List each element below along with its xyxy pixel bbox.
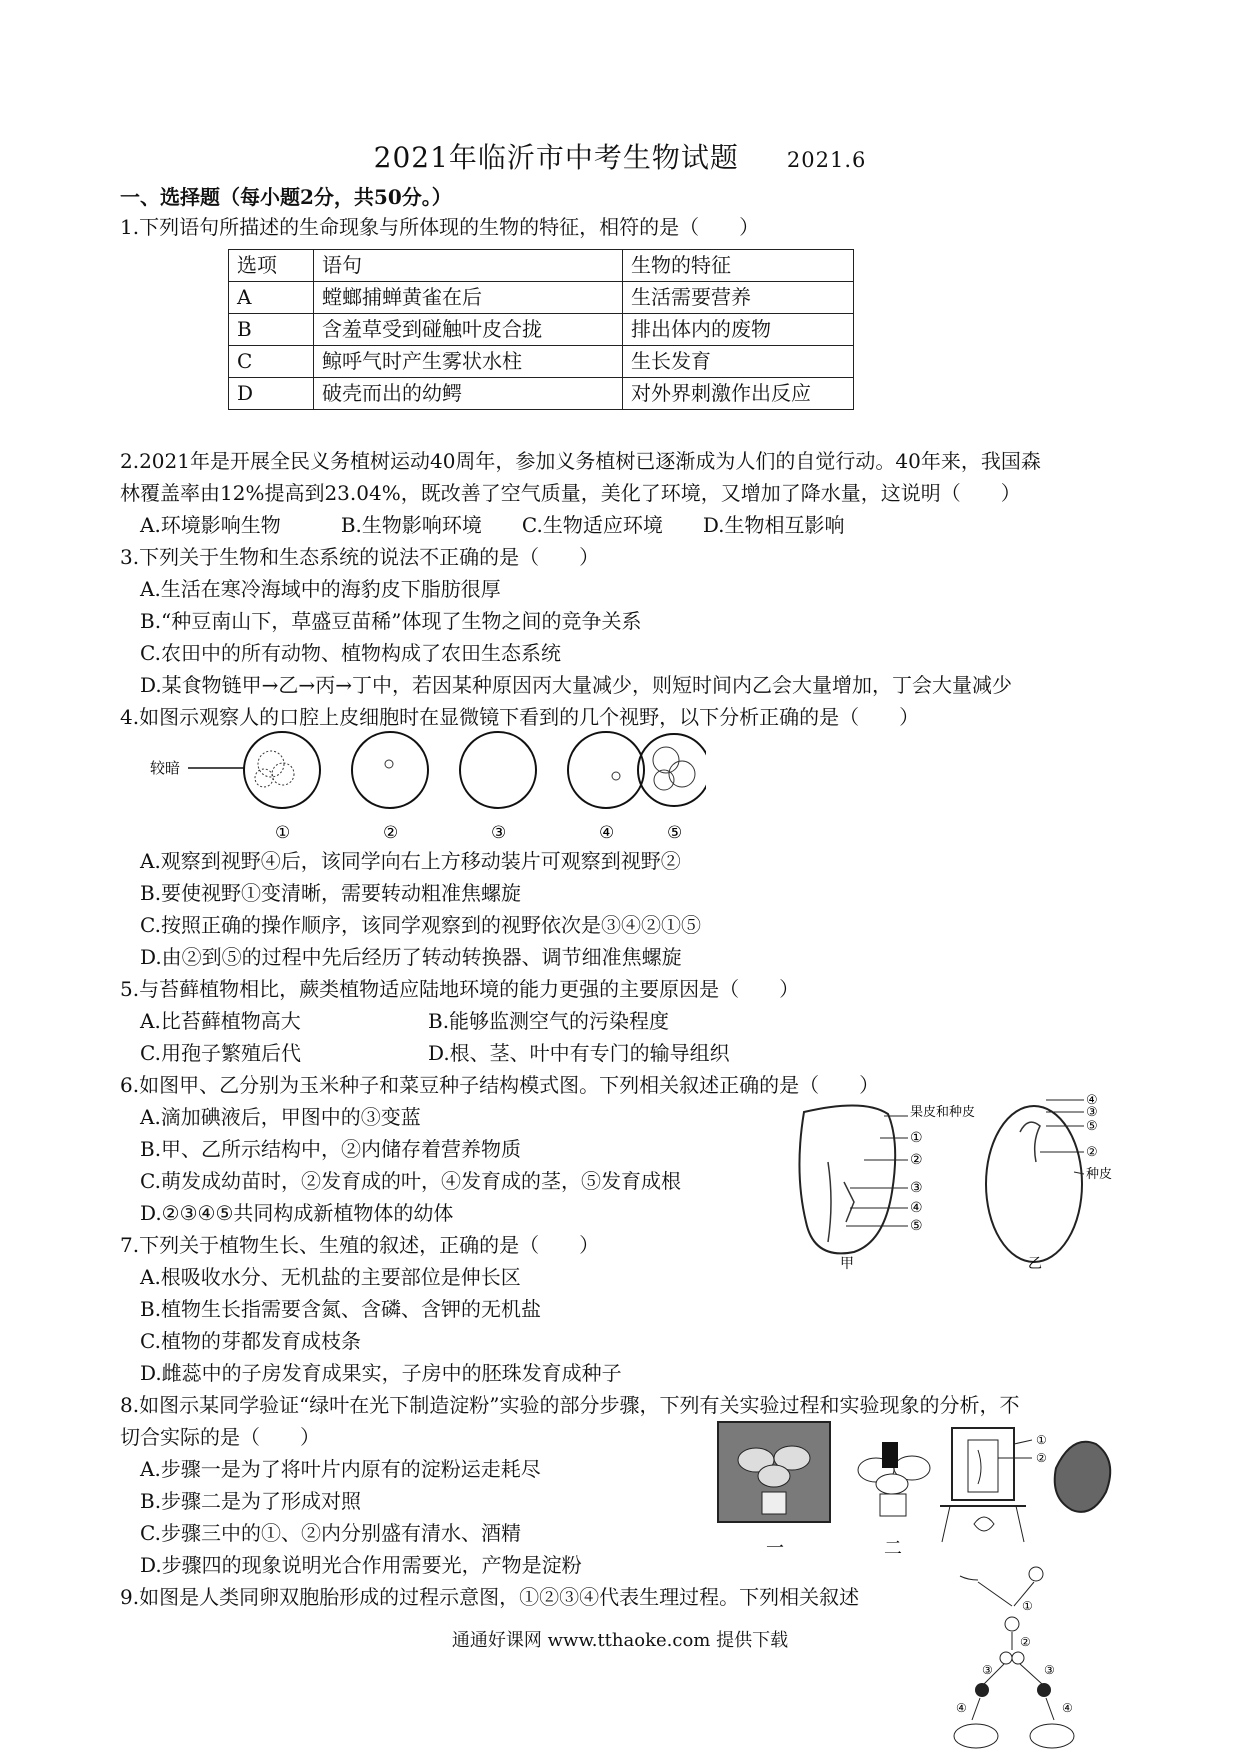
q1-stem: 1.下列语句所描述的生命现象与所体现的生物的特征，相符的是（ ） xyxy=(120,215,760,239)
cell-icon xyxy=(255,769,273,787)
seed-part-label: ③ xyxy=(910,1180,923,1196)
q5-option-a: A.比苔藓植物高大 xyxy=(140,1009,301,1033)
q8-option-d: D.步骤四的现象说明光合作用需要光，产物是淀粉 xyxy=(140,1553,582,1577)
q8-option-c: C.步骤三中的①、②内分别盛有清水、酒精 xyxy=(140,1521,521,1545)
table-cell: B xyxy=(229,314,314,346)
microscope-field-2 xyxy=(352,732,428,808)
cell-icon xyxy=(669,761,695,787)
step-label: 二 xyxy=(884,1538,902,1559)
q4-option-b: B.要使视野①变清晰，需要转动粗准焦螺旋 xyxy=(140,881,522,905)
table-header-cell: 选项 xyxy=(229,250,314,282)
q6-option-c: C.萌发成幼苗时，②发育成的叶，④发育成的茎，⑤发育成根 xyxy=(140,1169,681,1193)
microscope-field-5 xyxy=(638,734,706,806)
seed-part-label: ④ xyxy=(910,1200,923,1216)
q5-option-d: D.根、茎、叶中有专门的输导组织 xyxy=(428,1041,730,1065)
section-heading: 一、选择题（每小题2分，共50分。） xyxy=(120,185,452,209)
q4-option-a: A.观察到视野④后，该同学向右上方移动装片可观察到视野② xyxy=(140,849,681,873)
q1-table xyxy=(228,249,854,410)
q3-option-b: B.“种豆南山下，草盛豆苗稀”体现了生物之间的竞争关系 xyxy=(140,609,642,633)
cell-icon xyxy=(258,751,284,777)
arrow-line xyxy=(1020,1664,1042,1684)
page-footer: 通通好课网 www.tthaoke.com 提供下载 xyxy=(451,1630,789,1651)
figure-label-yi: 乙 xyxy=(1028,1256,1042,1272)
q3-option-c: C.农田中的所有动物、植物构成了农田生态系统 xyxy=(140,641,561,665)
seed-part-label: ④ xyxy=(1086,1093,1098,1108)
table-row xyxy=(229,346,854,378)
table-cell: 排出体内的废物 xyxy=(623,314,854,346)
cell-icon xyxy=(1000,1652,1012,1664)
q7-option-c: C.植物的芽都发育成枝条 xyxy=(140,1329,361,1353)
table-cell: C xyxy=(229,346,314,378)
figure-pointer-label: 较暗 xyxy=(150,759,181,777)
option-b: B.生物影响环境 xyxy=(340,513,482,537)
cell-icon xyxy=(385,760,393,768)
cell-icon xyxy=(653,747,679,773)
seed-part-label: ① xyxy=(910,1130,923,1146)
beaker-label: ① xyxy=(1036,1433,1047,1447)
leaf-icon xyxy=(1055,1442,1111,1512)
cell-icon xyxy=(272,763,294,785)
q8-option-b: B.步骤二是为了形成对照 xyxy=(140,1489,362,1513)
q5-stem: 5.与苔藓植物相比，蕨类植物适应陆地环境的能力更强的主要原因是（ ） xyxy=(120,977,800,1001)
process-label: ③ xyxy=(982,1663,993,1677)
table-header-cell: 语句 xyxy=(314,250,623,282)
microscope-fields-figure xyxy=(146,730,706,845)
embryo-icon xyxy=(975,1683,989,1697)
option-d: D.生物相互影响 xyxy=(702,513,845,537)
embryo-outline xyxy=(828,1162,831,1242)
process-label: ③ xyxy=(1044,1663,1055,1677)
plant-icon xyxy=(858,1442,930,1516)
table-cell: 生活需要营养 xyxy=(623,282,854,314)
table-cell: 螳螂捕蝉黄雀在后 xyxy=(314,282,623,314)
q8-option-a: A.步骤一是为了将叶片内原有的淀粉运走耗尽 xyxy=(140,1457,541,1481)
q9-stem: 9.如图是人类同卵双胞胎形成的过程示意图，①②③④代表生理过程。下列相关叙述 xyxy=(120,1585,860,1609)
seed-part-label: 种皮 xyxy=(1086,1167,1113,1182)
fetus-icon xyxy=(954,1724,998,1748)
bean-seed-outline xyxy=(986,1106,1082,1262)
water-bath-apparatus xyxy=(940,1428,1032,1542)
q6-option-b: B.甲、乙所示结构中，②内储存着营养物质 xyxy=(140,1137,522,1161)
q3-option-a: A.生活在寒冷海域中的海豹皮下脂肪很厚 xyxy=(140,577,501,601)
embryo-icon xyxy=(1037,1683,1051,1697)
page-title xyxy=(0,136,1240,176)
q7-option-d: D.雌蕊中的子房发育成果实，子房中的胚珠发育成种子 xyxy=(140,1361,622,1385)
seed-part-label: ② xyxy=(1086,1145,1098,1160)
option-c: C.生物适应环境 xyxy=(521,513,663,537)
q5-option-b: B.能够监测空气的污染程度 xyxy=(428,1009,670,1033)
table-cell: 破壳而出的幼鳄 xyxy=(314,378,623,410)
q8-stem-line2: 切合实际的是（ ） xyxy=(120,1425,320,1449)
q3-stem: 3.下列关于生物和生态系统的说法不正确的是（ ） xyxy=(120,545,600,569)
q5-option-c: C.用孢子繁殖后代 xyxy=(140,1041,301,1065)
field-label: ⑤ xyxy=(667,823,683,843)
cell-icon xyxy=(612,772,620,780)
arrow-line xyxy=(972,1698,980,1720)
q7-option-a: A.根吸收水分、无机盐的主要部位是伸长区 xyxy=(140,1265,521,1289)
field-label: ② xyxy=(383,823,399,843)
q6-option-d: D.②③④⑤共同构成新植物体的幼体 xyxy=(140,1201,454,1225)
option-a: A.环境影响生物 xyxy=(140,513,281,537)
table-cell: 含羞草受到碰触叶皮合拢 xyxy=(314,314,623,346)
q2-options xyxy=(140,510,845,540)
field-label: ④ xyxy=(599,823,615,843)
q4-option-c: C.按照正确的操作顺序，该同学观察到的视野依次是③④②①⑤ xyxy=(140,913,701,937)
arrow-line xyxy=(978,1582,1012,1606)
seed-structure-figure xyxy=(784,1092,1124,1272)
table-row xyxy=(229,282,854,314)
sperm-icon xyxy=(960,1576,978,1580)
q7-stem: 7.下列关于植物生长、生殖的叙述，正确的是（ ） xyxy=(120,1233,600,1257)
q3-option-d: D.某食物链甲→乙→丙→丁中，若因某种原因丙大量减少，则短时间内乙会大量增加，丁会大量减少 xyxy=(140,673,1012,697)
field-label: ③ xyxy=(491,823,507,843)
cover-paper xyxy=(882,1442,898,1468)
seed-part-label: ② xyxy=(910,1152,923,1168)
exam-date: 2021.6 xyxy=(786,148,867,172)
fetus-icon xyxy=(1030,1724,1074,1748)
q4-option-d: D.由②到⑤的过程中先后经历了转动转换器、调节细准焦螺旋 xyxy=(140,945,682,969)
figure-label-jia: 甲 xyxy=(840,1256,854,1272)
q6-option-a: A.滴加碘液后，甲图中的③变蓝 xyxy=(140,1105,421,1129)
embryo-outline xyxy=(1020,1122,1040,1162)
q7-option-b: B.植物生长指需要含氮、含磷、含钾的无机盐 xyxy=(140,1297,542,1321)
table-cell: 鲸呼气时产生雾状水柱 xyxy=(314,346,623,378)
microscope-field-3 xyxy=(460,732,536,808)
q4-stem: 4.如图示观察人的口腔上皮细胞时在显微镜下看到的几个视野，以下分析正确的是（ ） xyxy=(120,705,920,729)
seed-part-label: ⑤ xyxy=(1086,1119,1098,1134)
microscope-field-1 xyxy=(244,732,320,808)
table-header-cell: 生物的特征 xyxy=(623,250,854,282)
seed-part-label: 果皮和种皮 xyxy=(910,1105,976,1120)
table-cell: 对外界刺激作出反应 xyxy=(623,378,854,410)
cell-icon xyxy=(1012,1652,1024,1664)
process-label: ④ xyxy=(956,1701,967,1715)
table-cell: 生长发育 xyxy=(623,346,854,378)
process-label: ④ xyxy=(1062,1701,1073,1715)
exam-title: 2021年临沂市中考生物试题 xyxy=(373,141,739,174)
step-label: 一 xyxy=(766,1538,784,1559)
microscope-field-4 xyxy=(568,732,644,808)
table-cell: D xyxy=(229,378,314,410)
field-label: ① xyxy=(275,823,291,843)
q6-stem: 6.如图甲、乙分别为玉米种子和菜豆种子结构模式图。下列相关叙述正确的是（ ） xyxy=(120,1073,880,1097)
beaker-label: ② xyxy=(1036,1451,1047,1465)
table-cell: A xyxy=(229,282,314,314)
egg-icon xyxy=(1029,1567,1043,1581)
process-label: ② xyxy=(1020,1635,1031,1649)
q8-stem-line1: 8.如图示某同学验证“绿叶在光下制造淀粉”实验的部分步骤，下列有关实验过程和实验现象的分析，不 xyxy=(120,1393,1020,1417)
starch-experiment-figure xyxy=(716,1420,1126,1570)
q2-stem-line2: 林覆盖率由12%提高到23.04%，既改善了空气质量，美化了环境，又增加了降水量，这说明（ ） xyxy=(120,481,1021,505)
twin-formation-figure xyxy=(948,1566,1108,1754)
process-label: ① xyxy=(1022,1599,1033,1613)
q2-stem-line1: 2.2021年是开展全民义务植树运动40周年，参加义务植树已逐渐成为人们的自觉行动。40年来，我国森 xyxy=(120,449,1041,473)
corn-seed-outline xyxy=(799,1105,895,1253)
arrow-line xyxy=(1046,1698,1054,1720)
seed-part-label: ③ xyxy=(1086,1105,1098,1120)
table-row xyxy=(229,378,854,410)
table-row xyxy=(229,314,854,346)
seed-part-label: ⑤ xyxy=(910,1218,923,1234)
table-header-row xyxy=(229,250,854,282)
